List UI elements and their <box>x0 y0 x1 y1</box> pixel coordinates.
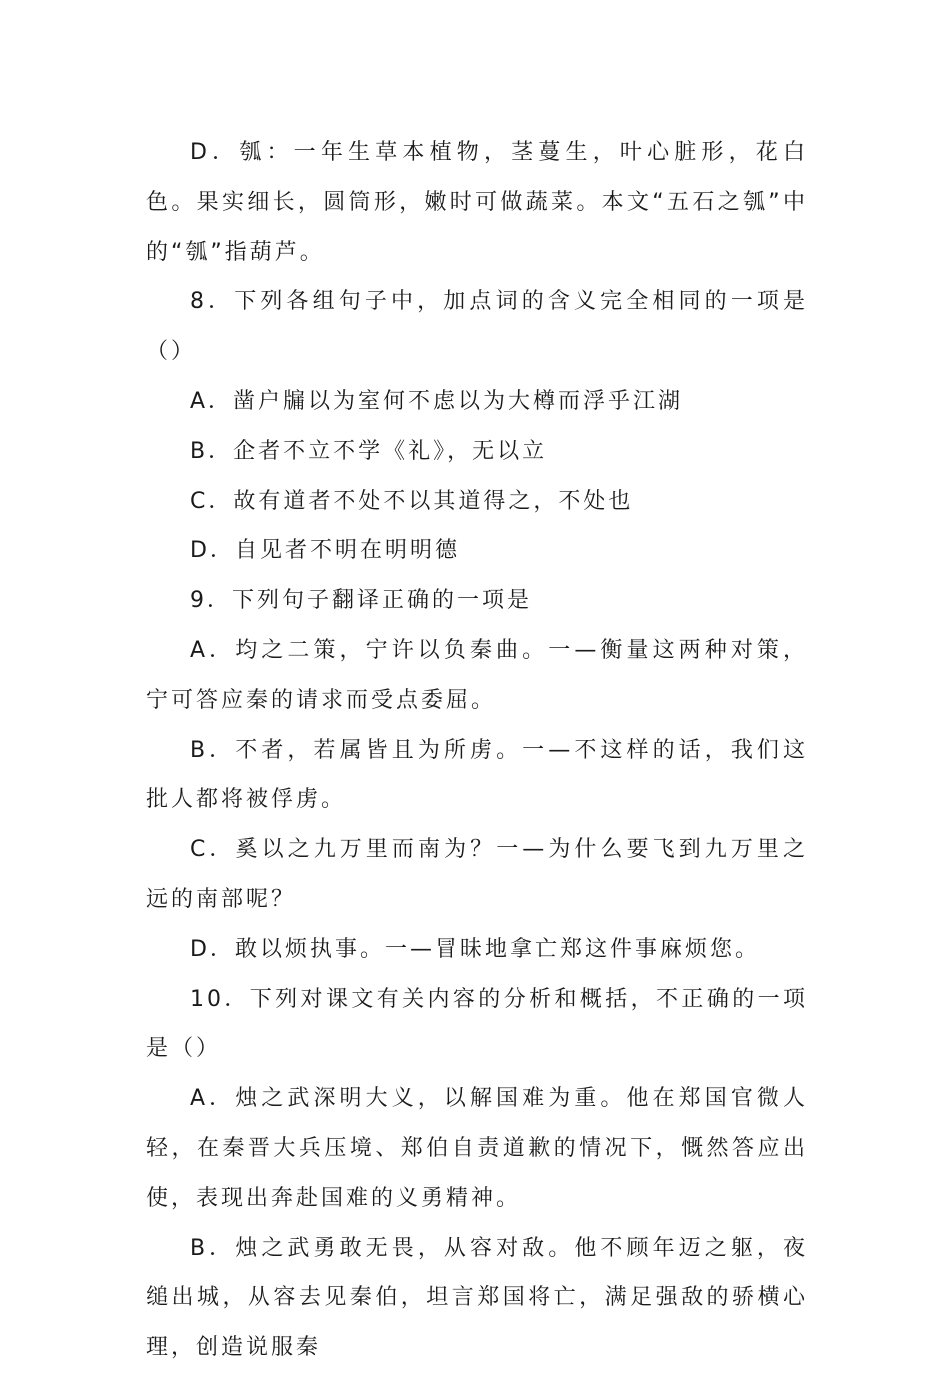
question-8-stem: 8．下列各组句子中，加点词的含义完全相同的一项是（） <box>146 289 808 365</box>
question-9-option-a: A．均之二策，宁许以负秦曲。一—衡量这两种对策，宁可答应秦的请求而受点委屈。 <box>146 637 808 713</box>
question-8-option-c: C．故有道者不处不以其道得之，不处也 <box>190 488 634 514</box>
question-10-option-a: A．烛之武深明大义，以解国难为重。他在郑国官微人轻，在秦晋大兵压境、郑伯自责道歉的情况下，慨然答应出使，表现出奔赴国难的义勇精神。 <box>146 1086 808 1211</box>
question-8-option-a: A．凿户牖以为室何不虑以为大樽而浮乎江湖 <box>190 388 684 414</box>
question-9-stem: 9．下列句子翻译正确的一项是 <box>190 588 532 614</box>
paragraph-option-d-gourd: D．瓠：一年生草本植物，茎蔓生，叶心脏形，花白色。果实细长，圆筒形，嫩时可做蔬菜。本文“五石之瓠”中的“瓠”指葫芦。 <box>146 140 808 265</box>
question-10-stem: 10．下列对课文有关内容的分析和概括，不正确的一项是（） <box>146 986 808 1062</box>
document-body <box>146 128 808 1373</box>
question-8-option-b: B．企者不立不学《礼》，无以立 <box>190 438 548 464</box>
question-8-option-d: D．自见者不明在明明德 <box>190 538 460 564</box>
question-9-option-c: C．奚以之九万里而南为？一—为什么要飞到九万里之远的南部呢？ <box>146 837 808 912</box>
question-9-option-d: D．敢以烦执事。一—冒昧地拿亡郑这件事麻烦您。 <box>190 936 760 962</box>
question-10-option-b: B．烛之武勇敢无畏，从容对敌。他不顾年迈之躯，夜缒出城，从容去见秦伯，坦言郑国将亡，满足强敌的骄横心理，创造说服秦 <box>146 1235 808 1361</box>
question-9-option-b: B．不者，若属皆且为所虏。一—不这样的话，我们这批人都将被俘虏。 <box>146 737 808 813</box>
